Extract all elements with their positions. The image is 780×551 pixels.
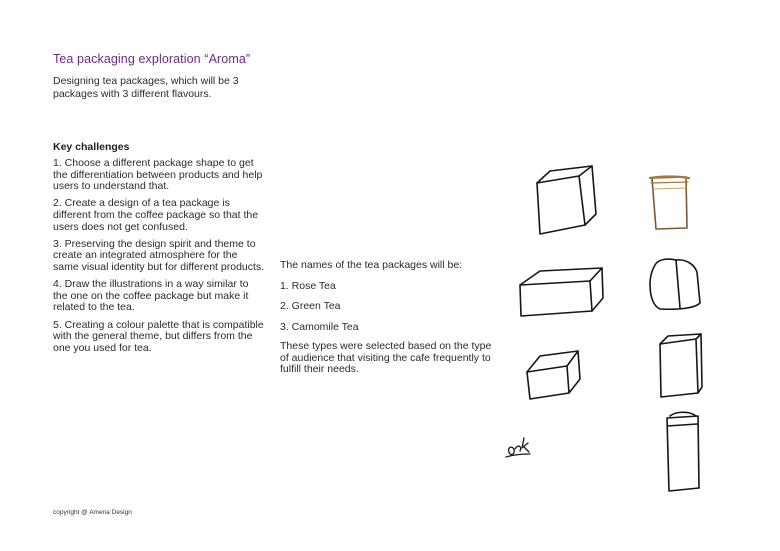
key-challenges-heading: Key challenges: [53, 141, 130, 153]
sketch-cube-large: [537, 166, 596, 234]
handwritten-scribble: [506, 438, 530, 457]
page-title: Tea packaging exploration “Aroma”: [53, 52, 251, 66]
copyright-footer: copyright @ Amena Design: [53, 509, 132, 516]
tea-selection-reason: These types were selected based on the type of audience that visiting the cafe frequently to fulfill their needs.: [280, 340, 492, 376]
challenge-item: 2. Create a design of a tea package is different from the coffee package so that the users does not get confused.: [53, 197, 259, 233]
challenge-item: 3. Preserving the design spirit and theme to create an integrated atmosphere for the same visual identity but for different products.: [53, 237, 265, 273]
tea-name-item: 3. Camomile Tea: [280, 320, 359, 333]
sketch-cube-small: [527, 351, 580, 399]
sketch-flat-box: [520, 268, 603, 316]
sketch-tea-jar: [650, 177, 689, 230]
sketch-upright-box: [660, 334, 702, 397]
tea-name-item: 2. Green Tea: [280, 300, 341, 312]
intro-text: Designing tea packages, which will be 3 packages with 3 different flavours.: [53, 75, 239, 100]
sketch-tall-canister: [667, 412, 699, 491]
sketch-tea-pouch: [650, 259, 700, 309]
tea-names-intro: The names of the tea packages will be:: [280, 259, 463, 271]
challenge-item: 4. Draw the illustrations in a way similar to the one on the coffee package but make it related to the tea.: [53, 278, 249, 314]
challenge-item: 1. Choose a different package shape to get the differentiation between products and help users to understand that.: [53, 157, 263, 193]
tea-name-item: 1. Rose Tea: [280, 279, 336, 292]
challenge-item: 5. Creating a colour palette that is compatible with the general theme, but differs from the one you used for tea.: [53, 318, 264, 354]
